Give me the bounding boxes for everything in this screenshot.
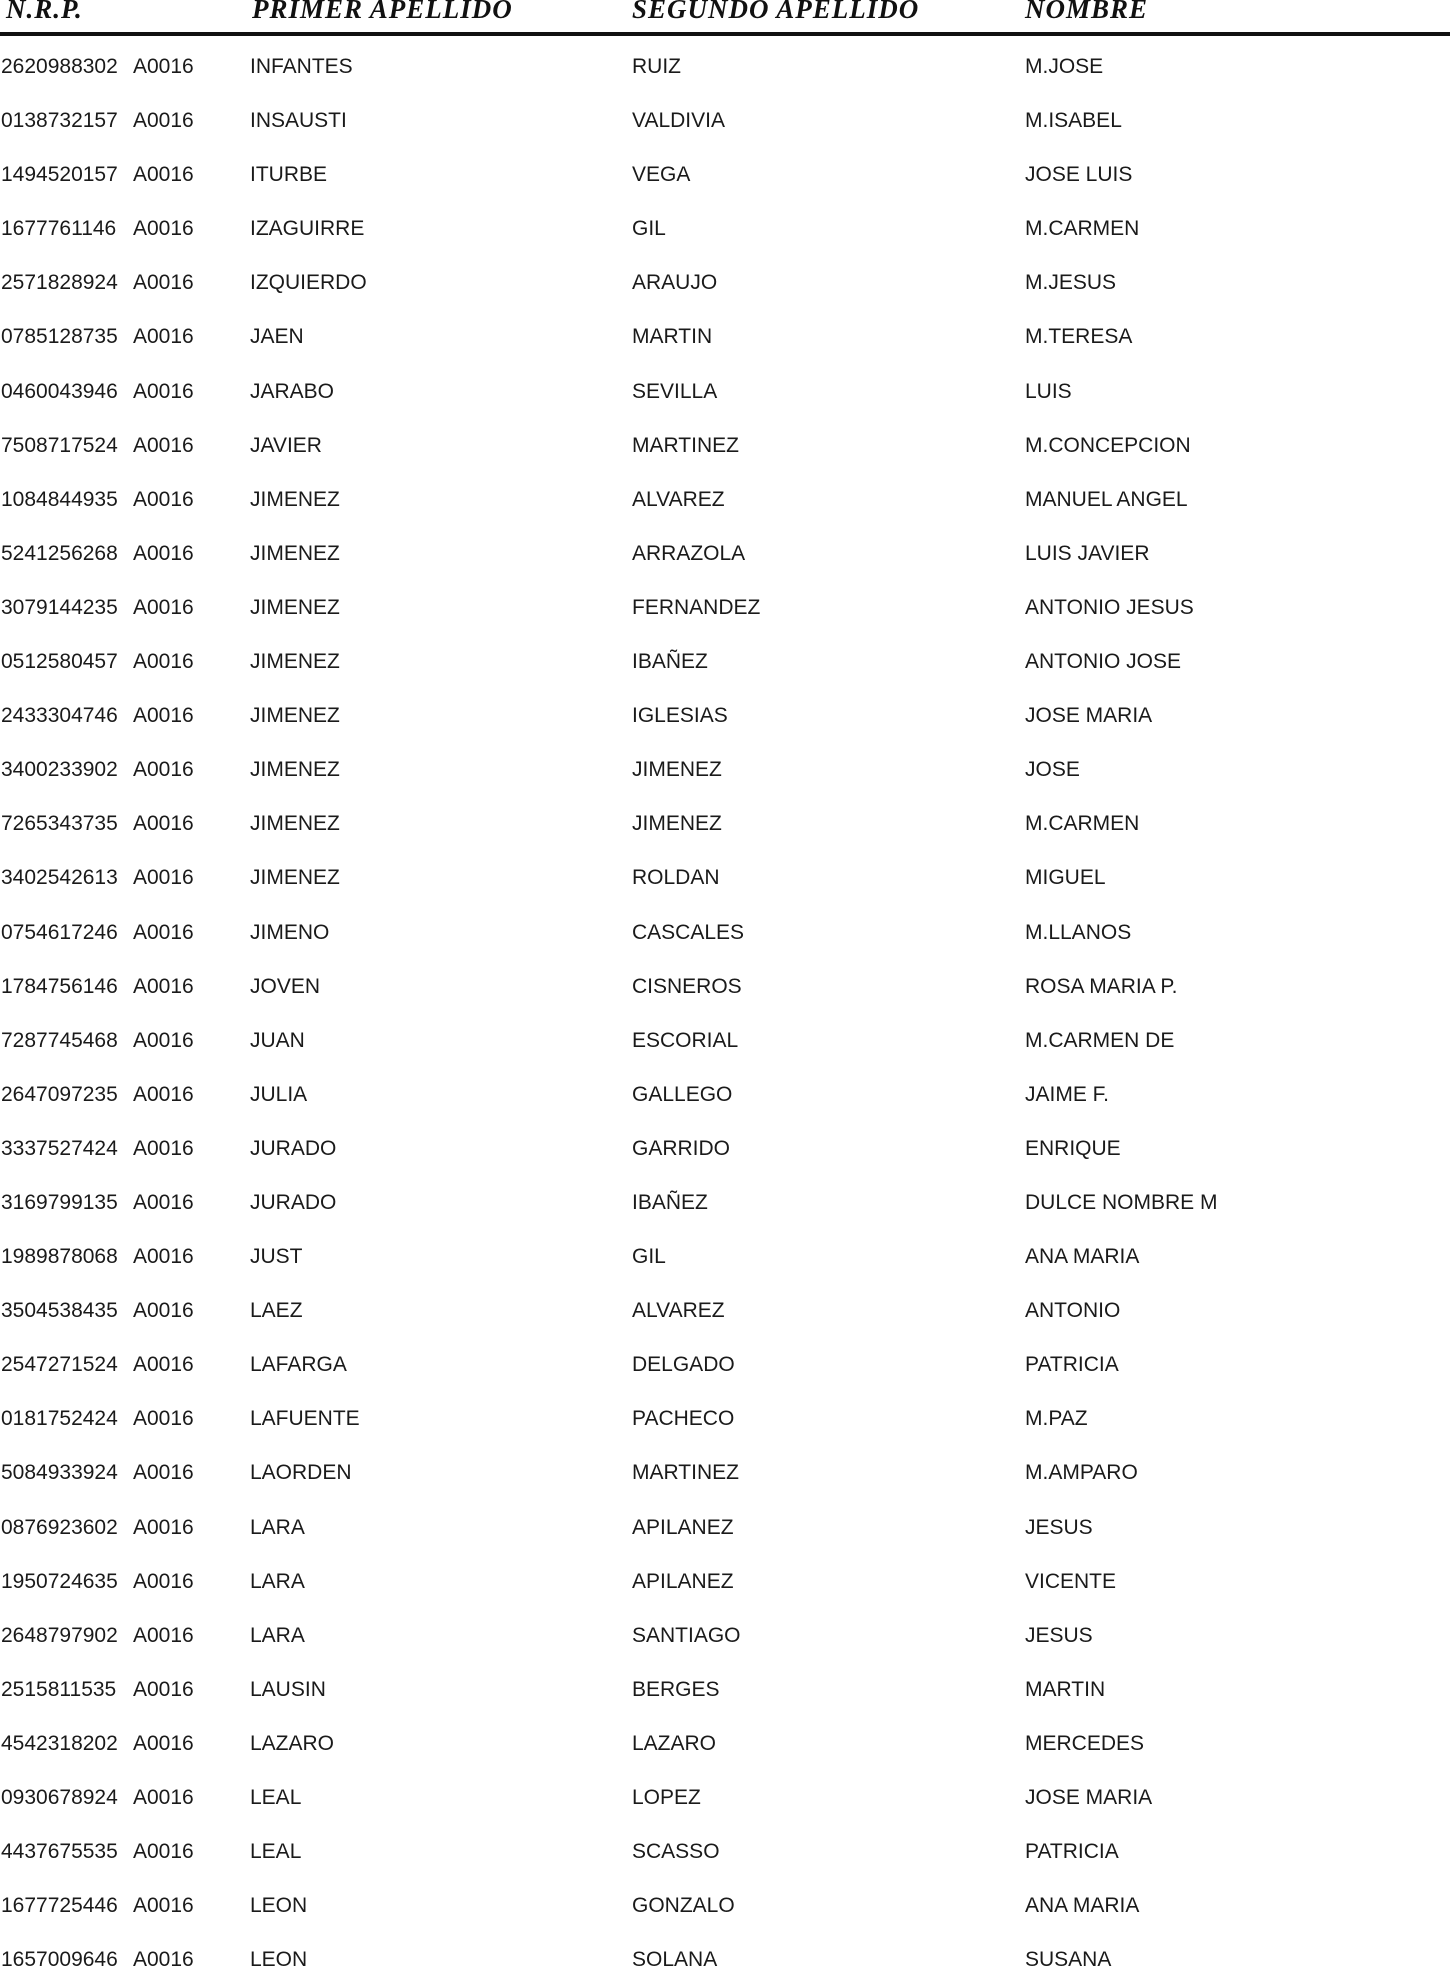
cell-primer-apellido: JULIA	[250, 1082, 308, 1106]
cell-nombre: M.AMPARO	[1025, 1461, 1138, 1485]
cell-code: A0016	[133, 487, 194, 511]
cell-nrp: 2547271524	[1, 1353, 118, 1377]
cell-primer-apellido: LEAL	[250, 1840, 302, 1864]
cell-segundo-apellido: FERNANDEZ	[632, 595, 761, 619]
cell-nombre: ROSA MARIA P.	[1025, 974, 1178, 998]
cell-code: A0016	[133, 1894, 194, 1918]
cell-segundo-apellido: APILANEZ	[632, 1569, 734, 1593]
table-row	[0, 577, 1450, 631]
cell-nrp: 0512580457	[1, 650, 118, 674]
cell-primer-apellido: LEON	[250, 1894, 308, 1918]
cell-nombre: ANA MARIA	[1025, 1894, 1140, 1918]
table-row	[0, 306, 1450, 360]
cell-nrp: 3079144235	[1, 595, 118, 619]
cell-nrp: 0876923602	[1, 1515, 118, 1539]
cell-nrp: 5241256268	[1, 541, 118, 565]
cell-nrp: 3169799135	[1, 1190, 118, 1214]
cell-nrp: 0138732157	[1, 109, 118, 133]
cell-nrp: 2620988302	[1, 55, 118, 78]
table-row	[0, 1551, 1450, 1605]
cell-nombre: PATRICIA	[1025, 1353, 1119, 1377]
cell-primer-apellido: INSAUSTI	[250, 109, 347, 133]
cell-primer-apellido: INFANTES	[250, 55, 353, 78]
cell-segundo-apellido: ARAUJO	[632, 271, 718, 295]
cell-nrp: 2647097235	[1, 1082, 118, 1106]
cell-code: A0016	[133, 1731, 194, 1755]
table-row	[0, 739, 1450, 793]
cell-nombre: M.ISABEL	[1025, 109, 1122, 133]
table-row	[0, 1226, 1450, 1280]
table-row	[0, 198, 1450, 252]
cell-segundo-apellido: GIL	[632, 217, 666, 241]
table-row	[0, 685, 1450, 739]
cell-segundo-apellido: LOPEZ	[632, 1786, 701, 1809]
cell-code: A0016	[133, 1461, 194, 1485]
cell-primer-apellido: LARA	[250, 1623, 305, 1647]
cell-nombre: VICENTE	[1025, 1569, 1117, 1593]
cell-primer-apellido: LARA	[250, 1569, 305, 1593]
cell-primer-apellido: JURADO	[250, 1190, 337, 1214]
cell-nombre: M.CARMEN DE	[1025, 1028, 1175, 1052]
cell-segundo-apellido: CISNEROS	[632, 974, 742, 998]
cell-segundo-apellido: SCASSO	[632, 1840, 720, 1864]
cell-segundo-apellido: VALDIVIA	[632, 109, 725, 133]
cell-code: A0016	[133, 1028, 194, 1052]
cell-nrp: 5084933924	[1, 1461, 118, 1485]
cell-primer-apellido: JIMENEZ	[250, 650, 340, 674]
cell-nombre: M.TERESA	[1025, 325, 1133, 349]
cell-nombre: ANTONIO JOSE	[1025, 650, 1181, 674]
cell-primer-apellido: IZAGUIRRE	[250, 217, 365, 241]
cell-primer-apellido: JIMENEZ	[250, 866, 340, 890]
cell-nombre: JESUS	[1025, 1515, 1093, 1539]
cell-code: A0016	[133, 325, 194, 349]
cell-code: A0016	[133, 541, 194, 565]
cell-code: A0016	[133, 704, 194, 728]
cell-nrp: 0460043946	[1, 379, 118, 403]
cell-primer-apellido: LAFARGA	[250, 1353, 347, 1377]
cell-nrp: 1657009646	[1, 1948, 118, 1972]
cell-code: A0016	[133, 1190, 194, 1214]
cell-primer-apellido: JIMENEZ	[250, 704, 340, 728]
cell-segundo-apellido: MARTINEZ	[632, 1461, 739, 1485]
cell-nombre: JOSE MARIA	[1025, 704, 1153, 728]
cell-code: A0016	[133, 55, 194, 78]
cell-code: A0016	[133, 217, 194, 241]
cell-segundo-apellido: ARRAZOLA	[632, 541, 746, 565]
cell-code: A0016	[133, 812, 194, 836]
cell-code: A0016	[133, 1569, 194, 1593]
cell-code: A0016	[133, 866, 194, 890]
cell-segundo-apellido: SANTIAGO	[632, 1623, 741, 1647]
cell-nombre: LUIS	[1025, 379, 1072, 403]
table-row	[0, 1821, 1450, 1875]
table-row	[0, 1659, 1450, 1713]
cell-primer-apellido: LAORDEN	[250, 1461, 352, 1485]
cell-primer-apellido: JURADO	[250, 1136, 337, 1160]
cell-code: A0016	[133, 650, 194, 674]
cell-nrp: 2515811535	[1, 1677, 117, 1701]
cell-primer-apellido: LARA	[250, 1515, 305, 1539]
table-row	[0, 631, 1450, 685]
cell-nombre: M.PAZ	[1025, 1407, 1088, 1431]
table-row	[0, 144, 1450, 198]
cell-nombre: ANTONIO JESUS	[1025, 595, 1194, 619]
cell-code: A0016	[133, 1082, 194, 1106]
cell-segundo-apellido: ROLDAN	[632, 866, 720, 890]
cell-nrp: 1989878068	[1, 1245, 118, 1269]
cell-nrp: 2571828924	[1, 271, 118, 295]
cell-segundo-apellido: IBAÑEZ	[632, 650, 708, 674]
cell-code: A0016	[133, 1948, 194, 1972]
cell-segundo-apellido: GARRIDO	[632, 1136, 731, 1160]
cell-segundo-apellido: MARTINEZ	[632, 433, 739, 457]
cell-code: A0016	[133, 1245, 194, 1269]
cell-nrp: 0181752424	[1, 1407, 118, 1431]
table-row	[0, 1713, 1450, 1767]
cell-segundo-apellido: ALVAREZ	[632, 487, 725, 511]
cell-code: A0016	[133, 1840, 194, 1864]
cell-nombre: M.JESUS	[1025, 271, 1117, 295]
table-row	[0, 1442, 1450, 1496]
cell-code: A0016	[133, 1299, 194, 1323]
cell-primer-apellido: LAUSIN	[250, 1677, 326, 1701]
cell-primer-apellido: ITURBE	[250, 163, 328, 187]
cell-nombre: M.CONCEPCION	[1025, 433, 1191, 457]
cell-segundo-apellido: JIMENEZ	[632, 758, 722, 782]
cell-nrp: 7287745468	[1, 1028, 118, 1052]
cell-nrp: 1784756146	[1, 974, 118, 998]
cell-nrp: 7265343735	[1, 812, 118, 836]
table-row	[0, 1388, 1450, 1442]
cell-segundo-apellido: CASCALES	[632, 920, 745, 944]
cell-primer-apellido: JIMENEZ	[250, 541, 340, 565]
cell-primer-apellido: JARABO	[250, 379, 335, 403]
cell-nombre: ANTONIO	[1025, 1299, 1121, 1323]
cell-code: A0016	[133, 1786, 194, 1809]
cell-nrp: 0754617246	[1, 920, 118, 944]
cell-code: A0016	[133, 758, 194, 782]
table-row	[0, 793, 1450, 847]
cell-code: A0016	[133, 109, 194, 133]
cell-primer-apellido: JUAN	[250, 1028, 305, 1052]
table-body	[0, 36, 1450, 1983]
cell-nombre: JOSE LUIS	[1025, 163, 1133, 187]
cell-code: A0016	[133, 433, 194, 457]
header-nombre: NOMBRE	[1025, 0, 1149, 24]
cell-primer-apellido: LAZARO	[250, 1731, 335, 1755]
cell-segundo-apellido: SEVILLA	[632, 379, 718, 403]
cell-nombre: DULCE NOMBRE M	[1025, 1190, 1218, 1214]
cell-segundo-apellido: BERGES	[632, 1677, 720, 1701]
cell-nrp: 0785128735	[1, 325, 118, 349]
table-row	[0, 523, 1450, 577]
cell-nrp: 1494520157	[1, 163, 118, 187]
table-row	[0, 902, 1450, 956]
cell-code: A0016	[133, 1623, 194, 1647]
cell-nombre: ENRIQUE	[1025, 1136, 1121, 1160]
cell-nrp: 3337527424	[1, 1136, 118, 1160]
table-row	[0, 1334, 1450, 1388]
cell-code: A0016	[133, 379, 194, 403]
cell-nrp: 1950724635	[1, 1569, 118, 1593]
table-row	[0, 469, 1450, 523]
cell-nombre: M.LLANOS	[1025, 920, 1132, 944]
cell-nombre: JOSE	[1025, 758, 1080, 782]
cell-primer-apellido: JIMENEZ	[250, 758, 340, 782]
cell-nrp: 0930678924	[1, 1786, 118, 1809]
cell-nrp: 4437675535	[1, 1840, 118, 1864]
cell-nombre: M.CARMEN	[1025, 217, 1140, 241]
header-nrp: N.R.P.	[6, 0, 83, 24]
cell-segundo-apellido: PACHECO	[632, 1407, 735, 1431]
cell-nombre: MARTIN	[1025, 1677, 1106, 1701]
cell-primer-apellido: JIMENEZ	[250, 595, 340, 619]
cell-code: A0016	[133, 595, 194, 619]
table-row	[0, 415, 1450, 469]
cell-nombre: MANUEL ANGEL	[1025, 487, 1188, 511]
cell-segundo-apellido: LAZARO	[632, 1731, 717, 1755]
table-row	[0, 1172, 1450, 1226]
cell-code: A0016	[133, 1136, 194, 1160]
cell-primer-apellido: JIMENO	[250, 920, 330, 944]
cell-primer-apellido: LEAL	[250, 1786, 302, 1809]
cell-segundo-apellido: APILANEZ	[632, 1515, 734, 1539]
cell-nombre: M.JOSE	[1025, 55, 1104, 78]
header-primer-apellido: PRIMER APELLIDO	[252, 0, 513, 24]
cell-nombre: MIGUEL	[1025, 866, 1106, 890]
cell-nombre: JOSE MARIA	[1025, 1786, 1153, 1809]
cell-code: A0016	[133, 1407, 194, 1431]
cell-nrp: 1677761146	[1, 217, 117, 241]
cell-segundo-apellido: RUIZ	[632, 55, 681, 78]
cell-nombre: JAIME F.	[1025, 1082, 1110, 1106]
cell-nrp: 7508717524	[1, 433, 118, 457]
cell-primer-apellido: JAEN	[250, 325, 304, 349]
cell-code: A0016	[133, 271, 194, 295]
table-row	[0, 1929, 1450, 1983]
table-row	[0, 956, 1450, 1010]
table-row	[0, 1875, 1450, 1929]
cell-primer-apellido: JOVEN	[250, 974, 321, 998]
cell-nrp: 1084844935	[1, 487, 118, 511]
cell-primer-apellido: JIMENEZ	[250, 487, 340, 511]
cell-nrp: 2433304746	[1, 704, 118, 728]
cell-primer-apellido: LEON	[250, 1948, 308, 1972]
table-row	[0, 1064, 1450, 1118]
cell-primer-apellido: JIMENEZ	[250, 812, 340, 836]
cell-segundo-apellido: GALLEGO	[632, 1082, 733, 1106]
cell-code: A0016	[133, 1515, 194, 1539]
cell-code: A0016	[133, 920, 194, 944]
header-segundo-apellido: SEGUNDO APELLIDO	[632, 0, 920, 24]
cell-segundo-apellido: GIL	[632, 1245, 666, 1269]
cell-nombre: PATRICIA	[1025, 1840, 1119, 1864]
cell-nrp: 1677725446	[1, 1894, 118, 1918]
cell-segundo-apellido: GONZALO	[632, 1894, 735, 1918]
cell-nrp: 3504538435	[1, 1299, 118, 1323]
table-row	[0, 361, 1450, 415]
cell-segundo-apellido: MARTIN	[632, 325, 713, 349]
cell-nombre: LUIS JAVIER	[1025, 541, 1150, 565]
cell-nrp: 3402542613	[1, 866, 118, 890]
cell-code: A0016	[133, 1677, 194, 1701]
cell-segundo-apellido: DELGADO	[632, 1353, 735, 1377]
cell-segundo-apellido: ALVAREZ	[632, 1299, 725, 1323]
table-row	[0, 1497, 1450, 1551]
cell-code: A0016	[133, 1353, 194, 1377]
cell-primer-apellido: LAEZ	[250, 1299, 303, 1323]
table-row	[0, 1605, 1450, 1659]
table-row	[0, 36, 1450, 90]
cell-nombre: M.CARMEN	[1025, 812, 1140, 836]
cell-segundo-apellido: VEGA	[632, 163, 691, 187]
cell-nrp: 3400233902	[1, 758, 118, 782]
table-row	[0, 847, 1450, 901]
table-row	[0, 90, 1450, 144]
table-row	[0, 1767, 1450, 1821]
cell-nombre: JESUS	[1025, 1623, 1093, 1647]
cell-code: A0016	[133, 974, 194, 998]
cell-primer-apellido: LAFUENTE	[250, 1407, 360, 1431]
cell-primer-apellido: IZQUIERDO	[250, 271, 367, 295]
table-row	[0, 1118, 1450, 1172]
cell-code: A0016	[133, 163, 194, 187]
cell-segundo-apellido: IBAÑEZ	[632, 1190, 708, 1214]
cell-segundo-apellido: IGLESIAS	[632, 704, 728, 728]
table-header	[0, 0, 1450, 34]
table-row	[0, 1010, 1450, 1064]
cell-segundo-apellido: ESCORIAL	[632, 1028, 739, 1052]
cell-primer-apellido: JUST	[250, 1245, 303, 1269]
cell-nrp: 4542318202	[1, 1731, 118, 1755]
table-row	[0, 1280, 1450, 1334]
cell-nombre: MERCEDES	[1025, 1731, 1145, 1755]
cell-segundo-apellido: SOLANA	[632, 1948, 718, 1972]
cell-nombre: SUSANA	[1025, 1948, 1112, 1972]
table-row	[0, 252, 1450, 306]
cell-nrp: 2648797902	[1, 1623, 118, 1647]
cell-primer-apellido: JAVIER	[250, 433, 322, 457]
cell-nombre: ANA MARIA	[1025, 1245, 1140, 1269]
cell-segundo-apellido: JIMENEZ	[632, 812, 722, 836]
